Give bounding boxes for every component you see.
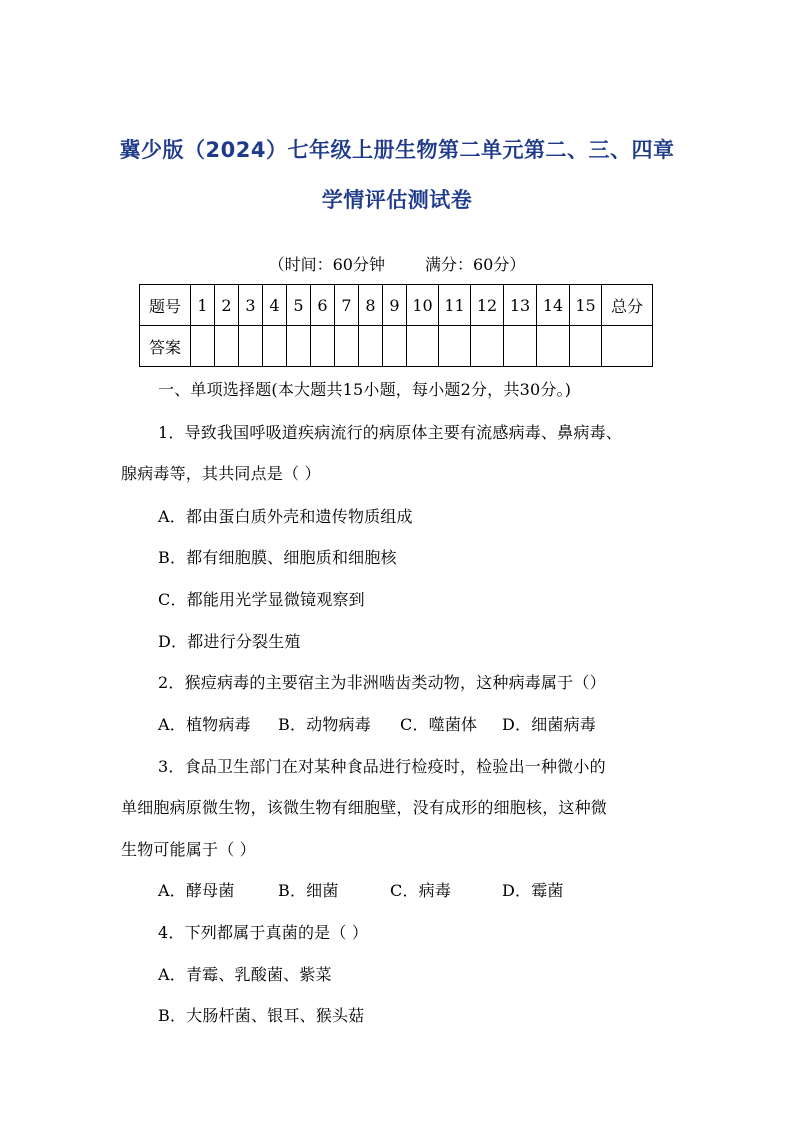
question-3-option-c: C．病毒 [390,881,452,900]
score-cell-label: 题号 [140,285,191,326]
score-cell: 6 [311,285,335,326]
answer-cell[interactable] [359,326,383,367]
exam-time: （时间：60分钟 [268,255,385,274]
section-heading: 一、单项选择题(本大题共15小题，每小题2分，共30分。) [158,380,572,399]
exam-meta [0,252,794,275]
question-2-option-c: C．噬菌体 [400,715,478,734]
question-2-option-b: B．动物病毒 [278,715,371,734]
question-1-option-a: A．都由蛋白质外壳和遗传物质组成 [158,507,413,526]
exam-full-score: 满分：60分） [425,255,526,274]
score-cell: 5 [287,285,311,326]
score-cell: 14 [537,285,570,326]
answer-cell[interactable] [383,326,407,367]
score-cell: 4 [263,285,287,326]
question-3-options [158,878,564,901]
answer-label: 答案 [140,326,191,367]
question-4-stem: 4．下列都属于真菌的是（ ） [158,923,369,942]
answer-cell[interactable] [215,326,239,367]
question-2-option-a: A．植物病毒 [158,715,251,734]
score-table-answer-row [140,326,653,367]
answer-cell[interactable] [570,326,602,367]
answer-cell[interactable] [471,326,504,367]
question-3-stem: 生物可能属于（ ） [121,840,256,859]
score-cell: 15 [570,285,602,326]
question-1-option-d: D．都进行分裂生殖 [158,632,301,651]
score-cell: 12 [471,285,504,326]
question-2-options [158,712,596,735]
document-title: 冀少版（2024）七年级上册生物第二单元第二、三、四章 [119,138,675,162]
answer-cell[interactable] [239,326,263,367]
question-1-stem: 1．导致我国呼吸道疾病流行的病原体主要有流感病毒、鼻病毒、 [158,423,622,442]
document-subtitle: 学情评估测试卷 [321,188,473,212]
answer-cell[interactable] [335,326,359,367]
question-4-option-a: A．青霉、乳酸菌、紫菜 [158,965,332,984]
answer-cell[interactable] [407,326,439,367]
answer-cell[interactable] [263,326,287,367]
score-cell: 8 [359,285,383,326]
score-cell: 7 [335,285,359,326]
score-cell: 10 [407,285,439,326]
answer-cell[interactable] [537,326,570,367]
score-cell: 3 [239,285,263,326]
question-1-stem: 腺病毒等，其共同点是（ ） [121,464,321,483]
answer-cell[interactable] [602,326,653,367]
score-cell: 2 [215,285,239,326]
answer-cell[interactable] [311,326,335,367]
score-table [139,284,653,367]
question-3-option-a: A．酵母菌 [158,881,235,900]
question-3-option-d: D．霉菌 [502,881,564,900]
question-3-stem: 单细胞病原微生物，该微生物有细胞壁，没有成形的细胞核，这种微 [121,798,608,817]
score-cell: 9 [383,285,407,326]
question-1-option-b: B．都有细胞膜、细胞质和细胞核 [158,548,397,567]
score-table-header-row [140,285,653,326]
answer-cell[interactable] [287,326,311,367]
answer-cell[interactable] [439,326,471,367]
answer-cell[interactable] [191,326,215,367]
score-cell: 13 [504,285,537,326]
score-cell-total: 总分 [602,285,653,326]
question-3-option-b: B．细菌 [278,881,339,900]
score-cell: 1 [191,285,215,326]
question-2-stem: 2．猴痘病毒的主要宿主为非洲啮齿类动物，这种病毒属于（） [158,673,606,692]
question-4-option-b: B．大肠杆菌、银耳、猴头菇 [158,1006,365,1025]
question-2-option-d: D．细菌病毒 [502,715,597,734]
question-3-stem: 3．食品卫生部门在对某种食品进行检疫时，检验出一种微小的 [158,757,606,776]
score-cell: 11 [439,285,471,326]
question-1-option-c: C．都能用光学显微镜观察到 [158,590,365,609]
answer-cell[interactable] [504,326,537,367]
